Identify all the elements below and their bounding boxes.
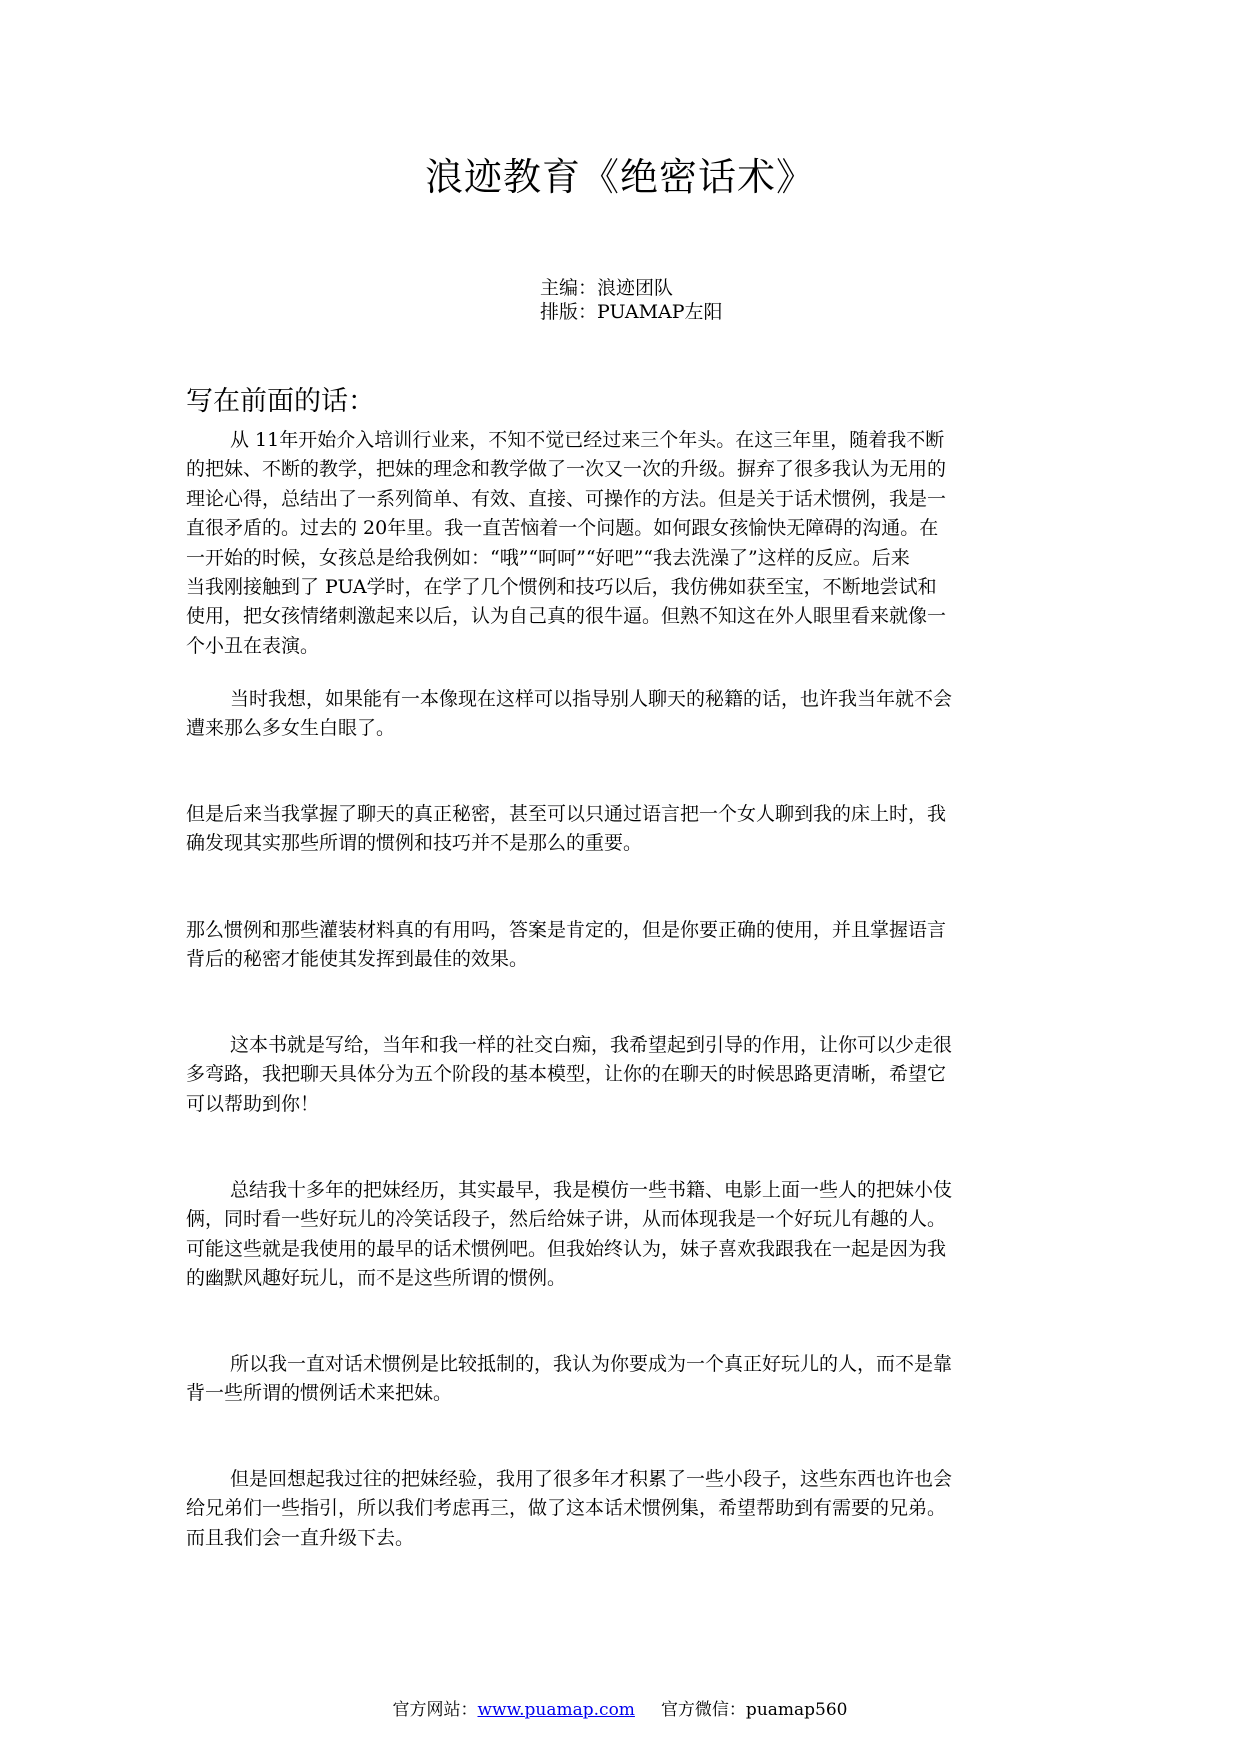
text-line: 那么惯例和那些灌装材料真的有用吗，答案是肯定的，但是你要正确的使用，并且掌握语言 xyxy=(186,919,947,941)
site-link[interactable]: www.puamap.com xyxy=(477,1700,635,1720)
text-line: 而且我们会一直升级下去。 xyxy=(186,1526,415,1549)
paragraph-3 xyxy=(186,800,1056,859)
paragraph-2 xyxy=(186,685,1056,744)
text-line: 从 11年开始介入培训行业来，不知不觉已经过来三个年头。在这三年里，随着我不断 xyxy=(230,429,945,451)
text-line: 的把妹、不断的教学，把妹的理念和教学做了一次又一次的升级。摒弃了很多我认为无用的 xyxy=(186,458,947,481)
text-line: 当时我想，如果能有一本像现在这样可以指导别人聊天的秘籍的话，也许我当年就不会 xyxy=(230,688,953,710)
text-line: 可以帮助到你！ xyxy=(186,1092,320,1115)
text-line: 遭来那么多女生白眼了。 xyxy=(186,717,396,740)
paragraph-1 xyxy=(186,426,1056,661)
text-line: 给兄弟们一些指引，所以我们考虑再三，做了这本话术惯例集，希望帮助到有需要的兄弟。 xyxy=(186,1497,947,1520)
text-line: 这本书就是写给，当年和我一样的社交白痴，我希望起到引导的作用，让你可以少走很 xyxy=(230,1034,953,1056)
text-line: 个小丑在表演。 xyxy=(186,634,320,657)
paragraph-7 xyxy=(186,1350,1056,1409)
text-line: 使用，把女孩情绪刺激起来以后，认为自己真的很牛逼。但熟不知这在外人眼里看来就像一 xyxy=(186,605,947,628)
text-line: 但是回想起我过往的把妹经验，我用了很多年才积累了一些小段子，这些东西也许也会 xyxy=(230,1468,953,1490)
text-line: 所以我一直对话术惯例是比较抵制的，我认为你要成为一个真正好玩儿的人，而不是靠 xyxy=(230,1353,953,1375)
paragraph-5 xyxy=(186,1031,1056,1119)
page-footer xyxy=(0,1699,1240,1721)
paragraph-6 xyxy=(186,1176,1056,1294)
text-line: 背一些所谓的惯例话术来把妹。 xyxy=(186,1382,453,1405)
section-heading: 写在前面的话： xyxy=(186,386,375,417)
text-line: 背后的秘密才能使其发挥到最佳的效果。 xyxy=(186,948,529,971)
editor-credit: 主编：浪迹团队 xyxy=(540,277,674,299)
wechat-label: 官方微信：puamap560 xyxy=(660,1700,848,1720)
credits xyxy=(540,276,723,324)
text-line: 但是后来当我掌握了聊天的真正秘密，甚至可以只通过语言把一个女人聊到我的床上时，我 xyxy=(186,803,947,825)
text-line: 可能这些就是我使用的最早的话术惯例吧。但我始终认为，妹子喜欢我跟我在一起是因为我 xyxy=(186,1237,947,1260)
text-line: 总结我十多年的把妹经历，其实最早，我是模仿一些书籍、电影上面一些人的把妹小伎 xyxy=(230,1179,953,1201)
text-line: 理论心得，总结出了一系列简单、有效、直接、可操作的方法。但是关于话术惯例，我是一 xyxy=(186,487,947,510)
paragraph-8 xyxy=(186,1465,1056,1553)
layout-credit: 排版：PUAMAP左阳 xyxy=(540,301,723,323)
text-line: 一开始的时候，女孩总是给我例如：“哦”“呵呵”“好吧”“我去洗澡了”这样的反应。后来 xyxy=(186,546,910,569)
text-line: 的幽默风趣好玩儿，而不是这些所谓的惯例。 xyxy=(186,1267,567,1290)
text-line: 确发现其实那些所谓的惯例和技巧并不是那么的重要。 xyxy=(186,832,643,855)
text-line: 直很矛盾的。过去的 20年里。我一直苦恼着一个问题。如何跟女孩愉快无障碍的沟通。在 xyxy=(186,517,939,540)
document-title: 浪迹教育《绝密话术》 xyxy=(424,155,815,199)
text-line: 俩，同时看一些好玩儿的冷笑话段子，然后给妹子讲，从而体现我是一个好玩儿有趣的人。 xyxy=(186,1208,947,1231)
site-label: 官方网站： xyxy=(392,1700,478,1720)
paragraph-4 xyxy=(186,916,1056,975)
text-line: 当我刚接触到了 PUA学时，在学了几个惯例和技巧以后，我仿佛如获至宝，不断地尝试和 xyxy=(186,576,937,599)
text-line: 多弯路，我把聊天具体分为五个阶段的基本模型，让你的在聊天的时候思路更清晰，希望它 xyxy=(186,1063,947,1086)
